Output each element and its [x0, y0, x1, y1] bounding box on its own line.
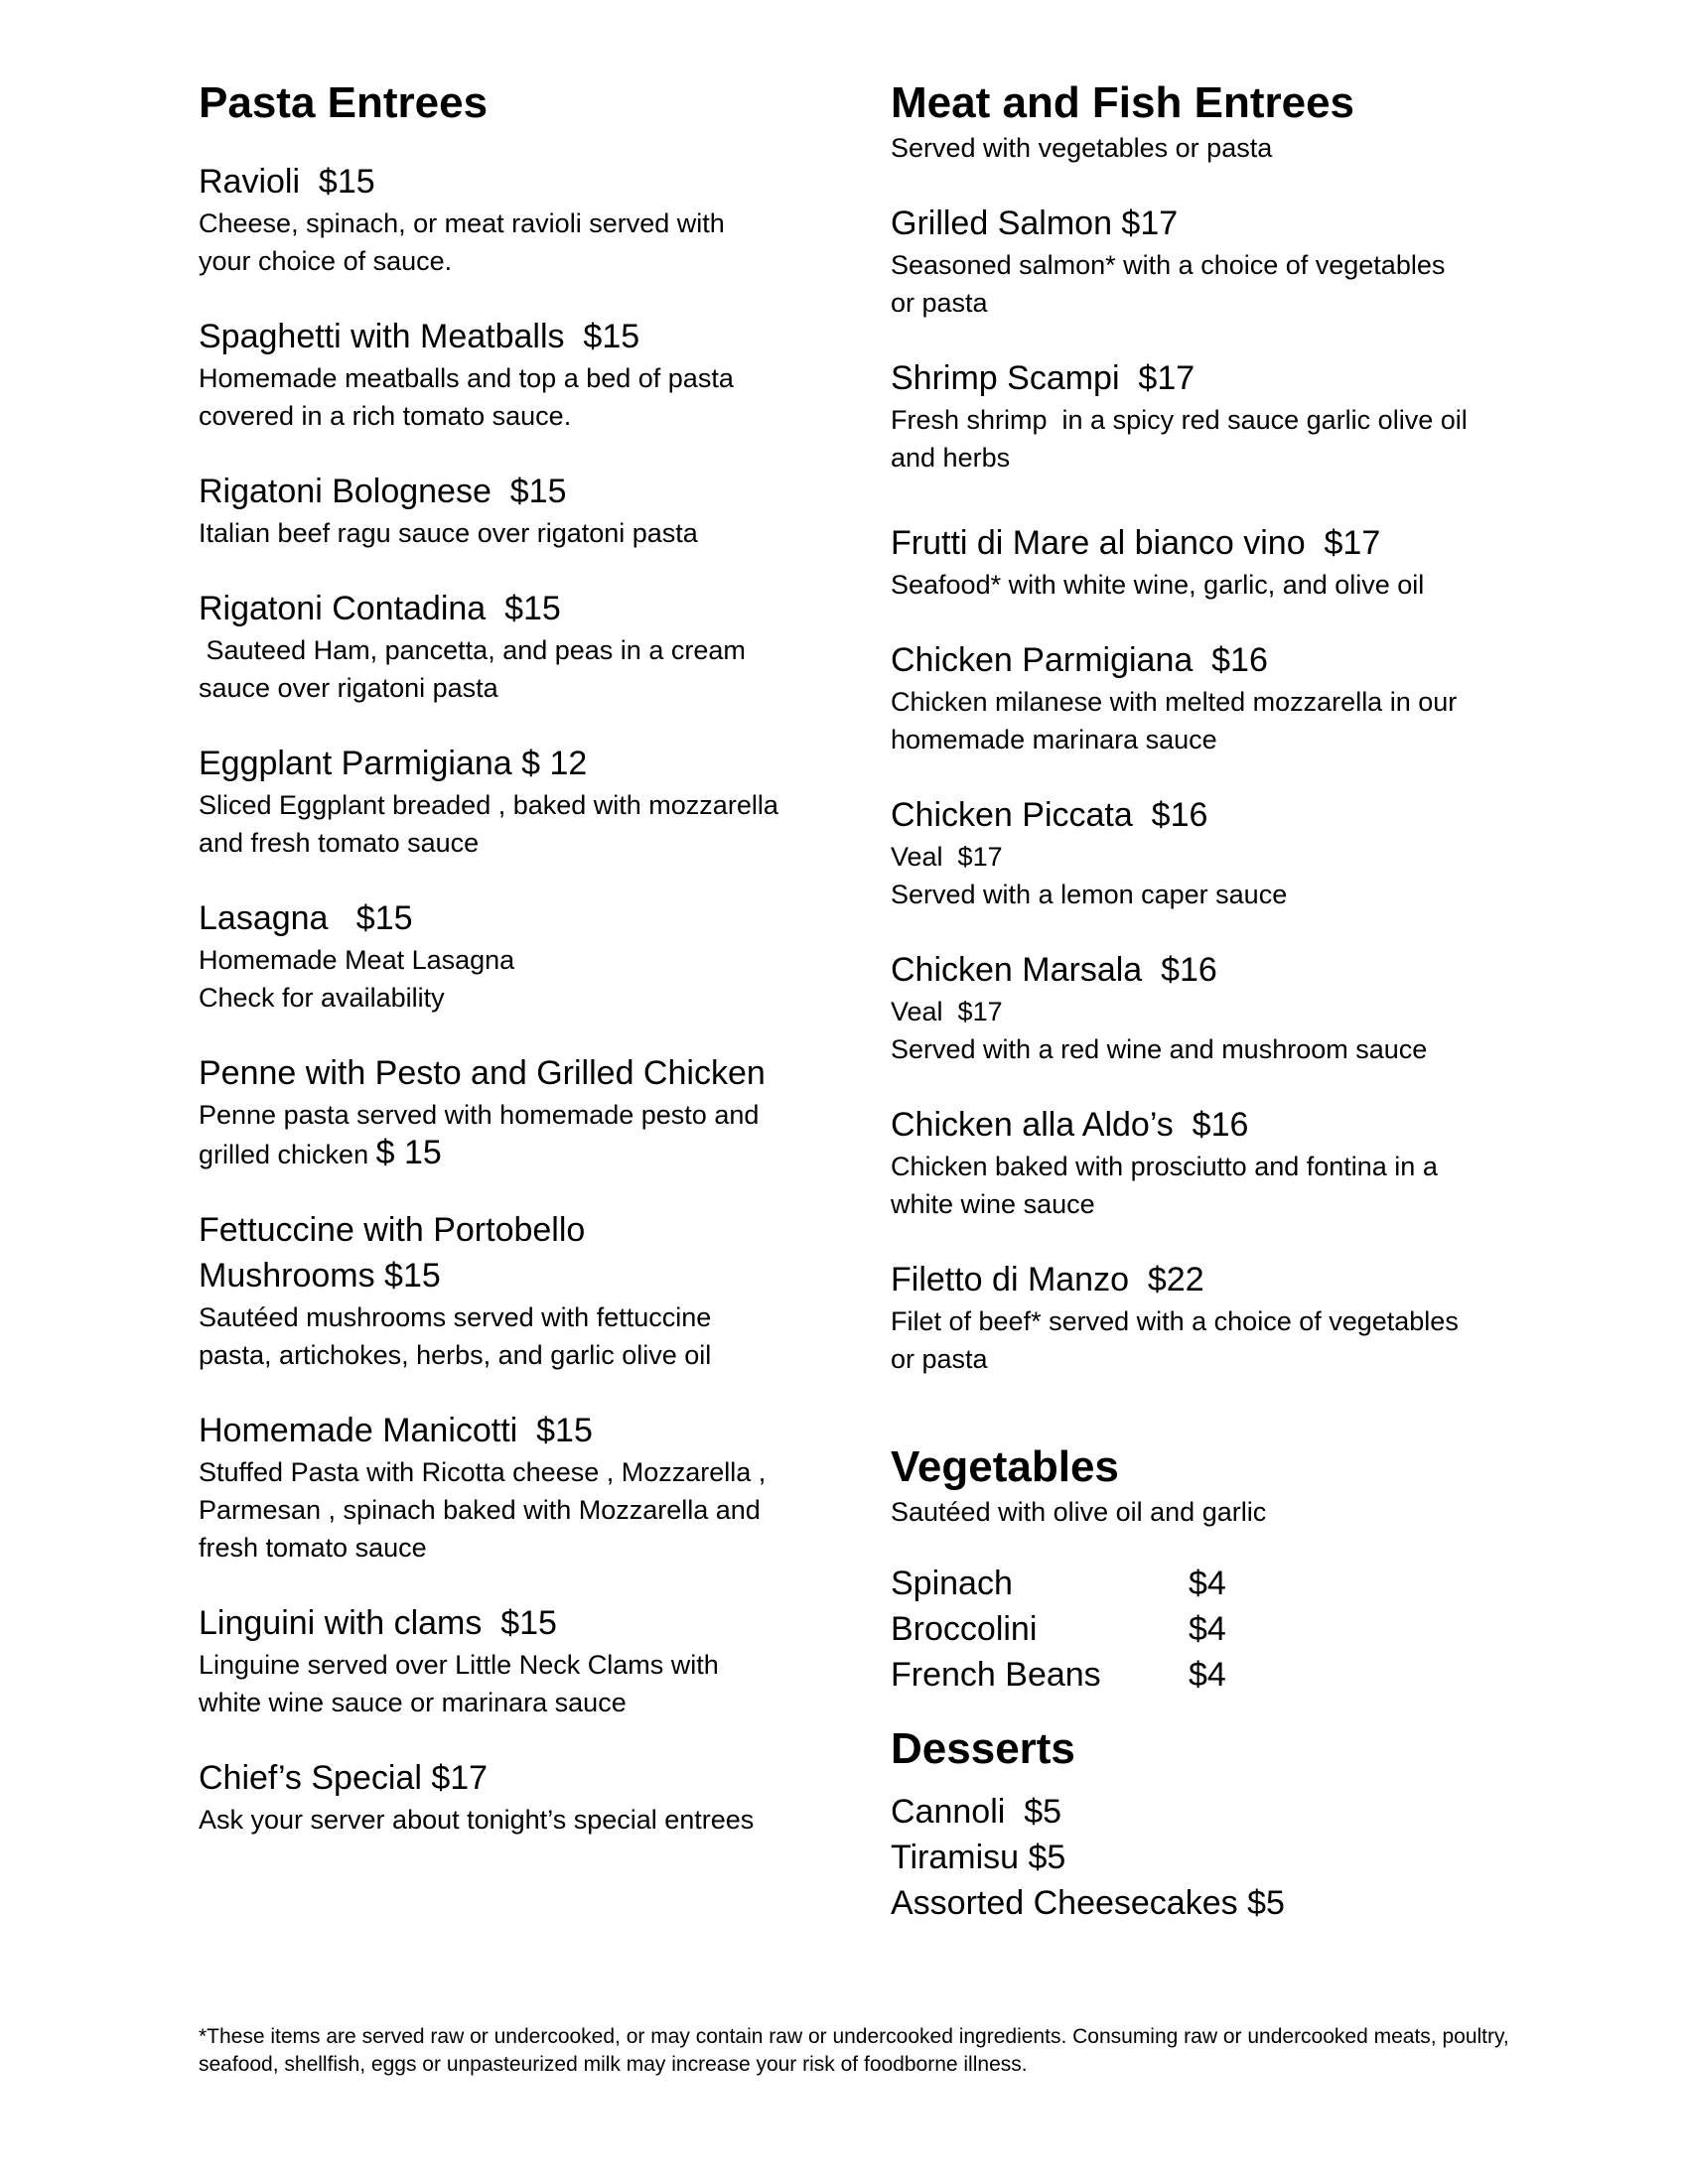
menu-item: [891, 520, 1506, 604]
item-name: Chicken Piccata $16: [891, 796, 1208, 834]
item-name: Rigatoni Bolognese $15: [199, 473, 567, 510]
list-item: [891, 1606, 1506, 1652]
item-name: Fettuccine with Portobello Mushrooms $15: [199, 1211, 586, 1295]
meat-fish-section: [891, 77, 1506, 1378]
menu-item: [199, 469, 814, 552]
item-description: Linguine served over Little Neck Clams with white wine sauce or marinara sauce: [199, 1650, 719, 1717]
menu-item: [199, 1207, 814, 1374]
right-column: [891, 77, 1506, 1926]
item-name: Linguini with clams $15: [199, 1604, 557, 1642]
item-name: Eggplant Parmigiana $ 12: [199, 745, 588, 782]
vegetable-name: Spinach: [891, 1565, 1013, 1602]
item-name: Ravioli $15: [199, 163, 375, 201]
vegetable-price: $4: [1189, 1610, 1226, 1648]
list-item: [891, 1561, 1506, 1606]
vegetables-heading: Vegetables: [891, 1442, 1119, 1491]
pasta-heading: Pasta Entrees: [199, 78, 489, 127]
menu-item: [891, 947, 1506, 1068]
vegetable-price: $4: [1189, 1565, 1226, 1602]
item-name: Chicken Marsala $16: [891, 951, 1217, 989]
item-name: Lasagna $15: [199, 899, 413, 937]
vegetable-name: French Beans: [891, 1656, 1101, 1694]
vegetable-name: Broccolini: [891, 1610, 1038, 1648]
desserts-section: [891, 1723, 1506, 1926]
item-description: Homemade meatballs and top a bed of pasta covered in a rich tomato sauce.: [199, 363, 734, 431]
menu-item: [891, 1102, 1506, 1223]
vegetables-subtitle: Sautéed with olive oil and garlic: [891, 1497, 1267, 1527]
vegetables-list: [891, 1561, 1506, 1698]
item-description: Stuffed Pasta with Ricotta cheese , Mozzarella , Parmesan , spinach baked with Mozzarella and fresh tomato sauce: [199, 1457, 767, 1563]
item-description: Sliced Eggplant breaded , baked with mozzarella and fresh tomato sauce: [199, 790, 778, 858]
item-name: Chicken alla Aldo’s $16: [891, 1106, 1249, 1144]
item-name: Chief’s Special $17: [199, 1759, 489, 1797]
item-name: Shrimp Scampi $17: [891, 359, 1196, 397]
list-item: [891, 1652, 1506, 1698]
list-item: Assorted Cheesecakes $5: [891, 1884, 1285, 1922]
item-description: Sautéed mushrooms served with fettuccine pasta, artichokes, herbs, and garlic olive oil: [199, 1302, 712, 1370]
menu-item: [891, 1257, 1506, 1378]
item-name: Frutti di Mare al bianco vino $17: [891, 524, 1381, 562]
menu-item: [199, 1408, 814, 1567]
menu-item: [199, 1755, 814, 1839]
item-name: Spaghetti with Meatballs $15: [199, 318, 640, 355]
meat-fish-subtitle: Served with vegetables or pasta: [891, 133, 1273, 163]
item-name: Filetto di Manzo $22: [891, 1261, 1204, 1298]
item-name: Chicken Parmigiana $16: [891, 641, 1268, 679]
item-description: Filet of beef* served with a choice of vegetables or pasta: [891, 1306, 1459, 1374]
item-name: Grilled Salmon $17: [891, 205, 1179, 242]
item-name: Homemade Manicotti $15: [199, 1412, 593, 1449]
vegetable-price: $4: [1189, 1656, 1226, 1694]
menu-item: [199, 895, 814, 1017]
item-description: Ask your server about tonight’s special entrees: [199, 1805, 755, 1835]
item-description: Seasoned salmon* with a choice of vegetables or pasta: [891, 250, 1446, 318]
menu-item: [199, 314, 814, 435]
menu-item: [199, 159, 814, 280]
item-description: Cheese, spinach, or meat ravioli served with your choice of sauce.: [199, 208, 725, 276]
vegetables-section: [891, 1441, 1506, 1698]
item-name: Penne with Pesto and Grilled Chicken: [199, 1054, 766, 1092]
desserts-heading: Desserts: [891, 1724, 1075, 1773]
item-name: Rigatoni Contadina $15: [199, 590, 561, 627]
item-description: Fresh shrimp in a spicy red sauce garlic olive oil and herbs: [891, 405, 1468, 473]
menu-item: [199, 1600, 814, 1721]
menu-item: [199, 1050, 814, 1173]
item-description: Homemade Meat Lasagna Check for availability: [199, 945, 515, 1013]
desserts-list: [891, 1789, 1506, 1926]
item-description: Sauteed Ham, pancetta, and peas in a cream sauce over rigatoni pasta: [199, 635, 746, 703]
menu-item: [891, 201, 1506, 322]
list-item: Tiramisu $5: [891, 1839, 1066, 1876]
menu-item: [891, 637, 1506, 758]
item-description: Chicken baked with prosciutto and fontina in a white wine sauce: [891, 1152, 1438, 1219]
menu-item: [891, 355, 1506, 477]
meat-fish-heading: Meat and Fish Entrees: [891, 78, 1355, 127]
menu-item: [891, 792, 1506, 913]
item-description: Veal $17 Served with a red wine and mushroom sauce: [891, 997, 1428, 1064]
menu-item: [199, 586, 814, 707]
menu-item: [199, 741, 814, 862]
item-description: Italian beef ragu sauce over rigatoni pasta: [199, 518, 698, 548]
list-item: Cannoli $5: [891, 1793, 1062, 1831]
disclaimer-footnote: *These items are served raw or undercooked, or may contain raw or undercooked ingredients. Consuming raw or undercooked meats, poultry, seafood, shellfish, eggs or unpasteurized milk may increase your risk of foodborne illness.: [199, 2025, 1509, 2076]
pasta-section: [199, 77, 814, 1839]
item-description: Seafood* with white wine, garlic, and olive oil: [891, 570, 1425, 600]
item-description: Chicken milanese with melted mozzarella in our homemade marinara sauce: [891, 687, 1458, 754]
item-description: Veal $17 Served with a lemon caper sauce: [891, 842, 1288, 909]
item-price: $ 15: [375, 1134, 442, 1171]
item-description: [199, 1096, 814, 1173]
item-description-text: Penne pasta served with homemade pesto and grilled chicken: [199, 1100, 760, 1169]
